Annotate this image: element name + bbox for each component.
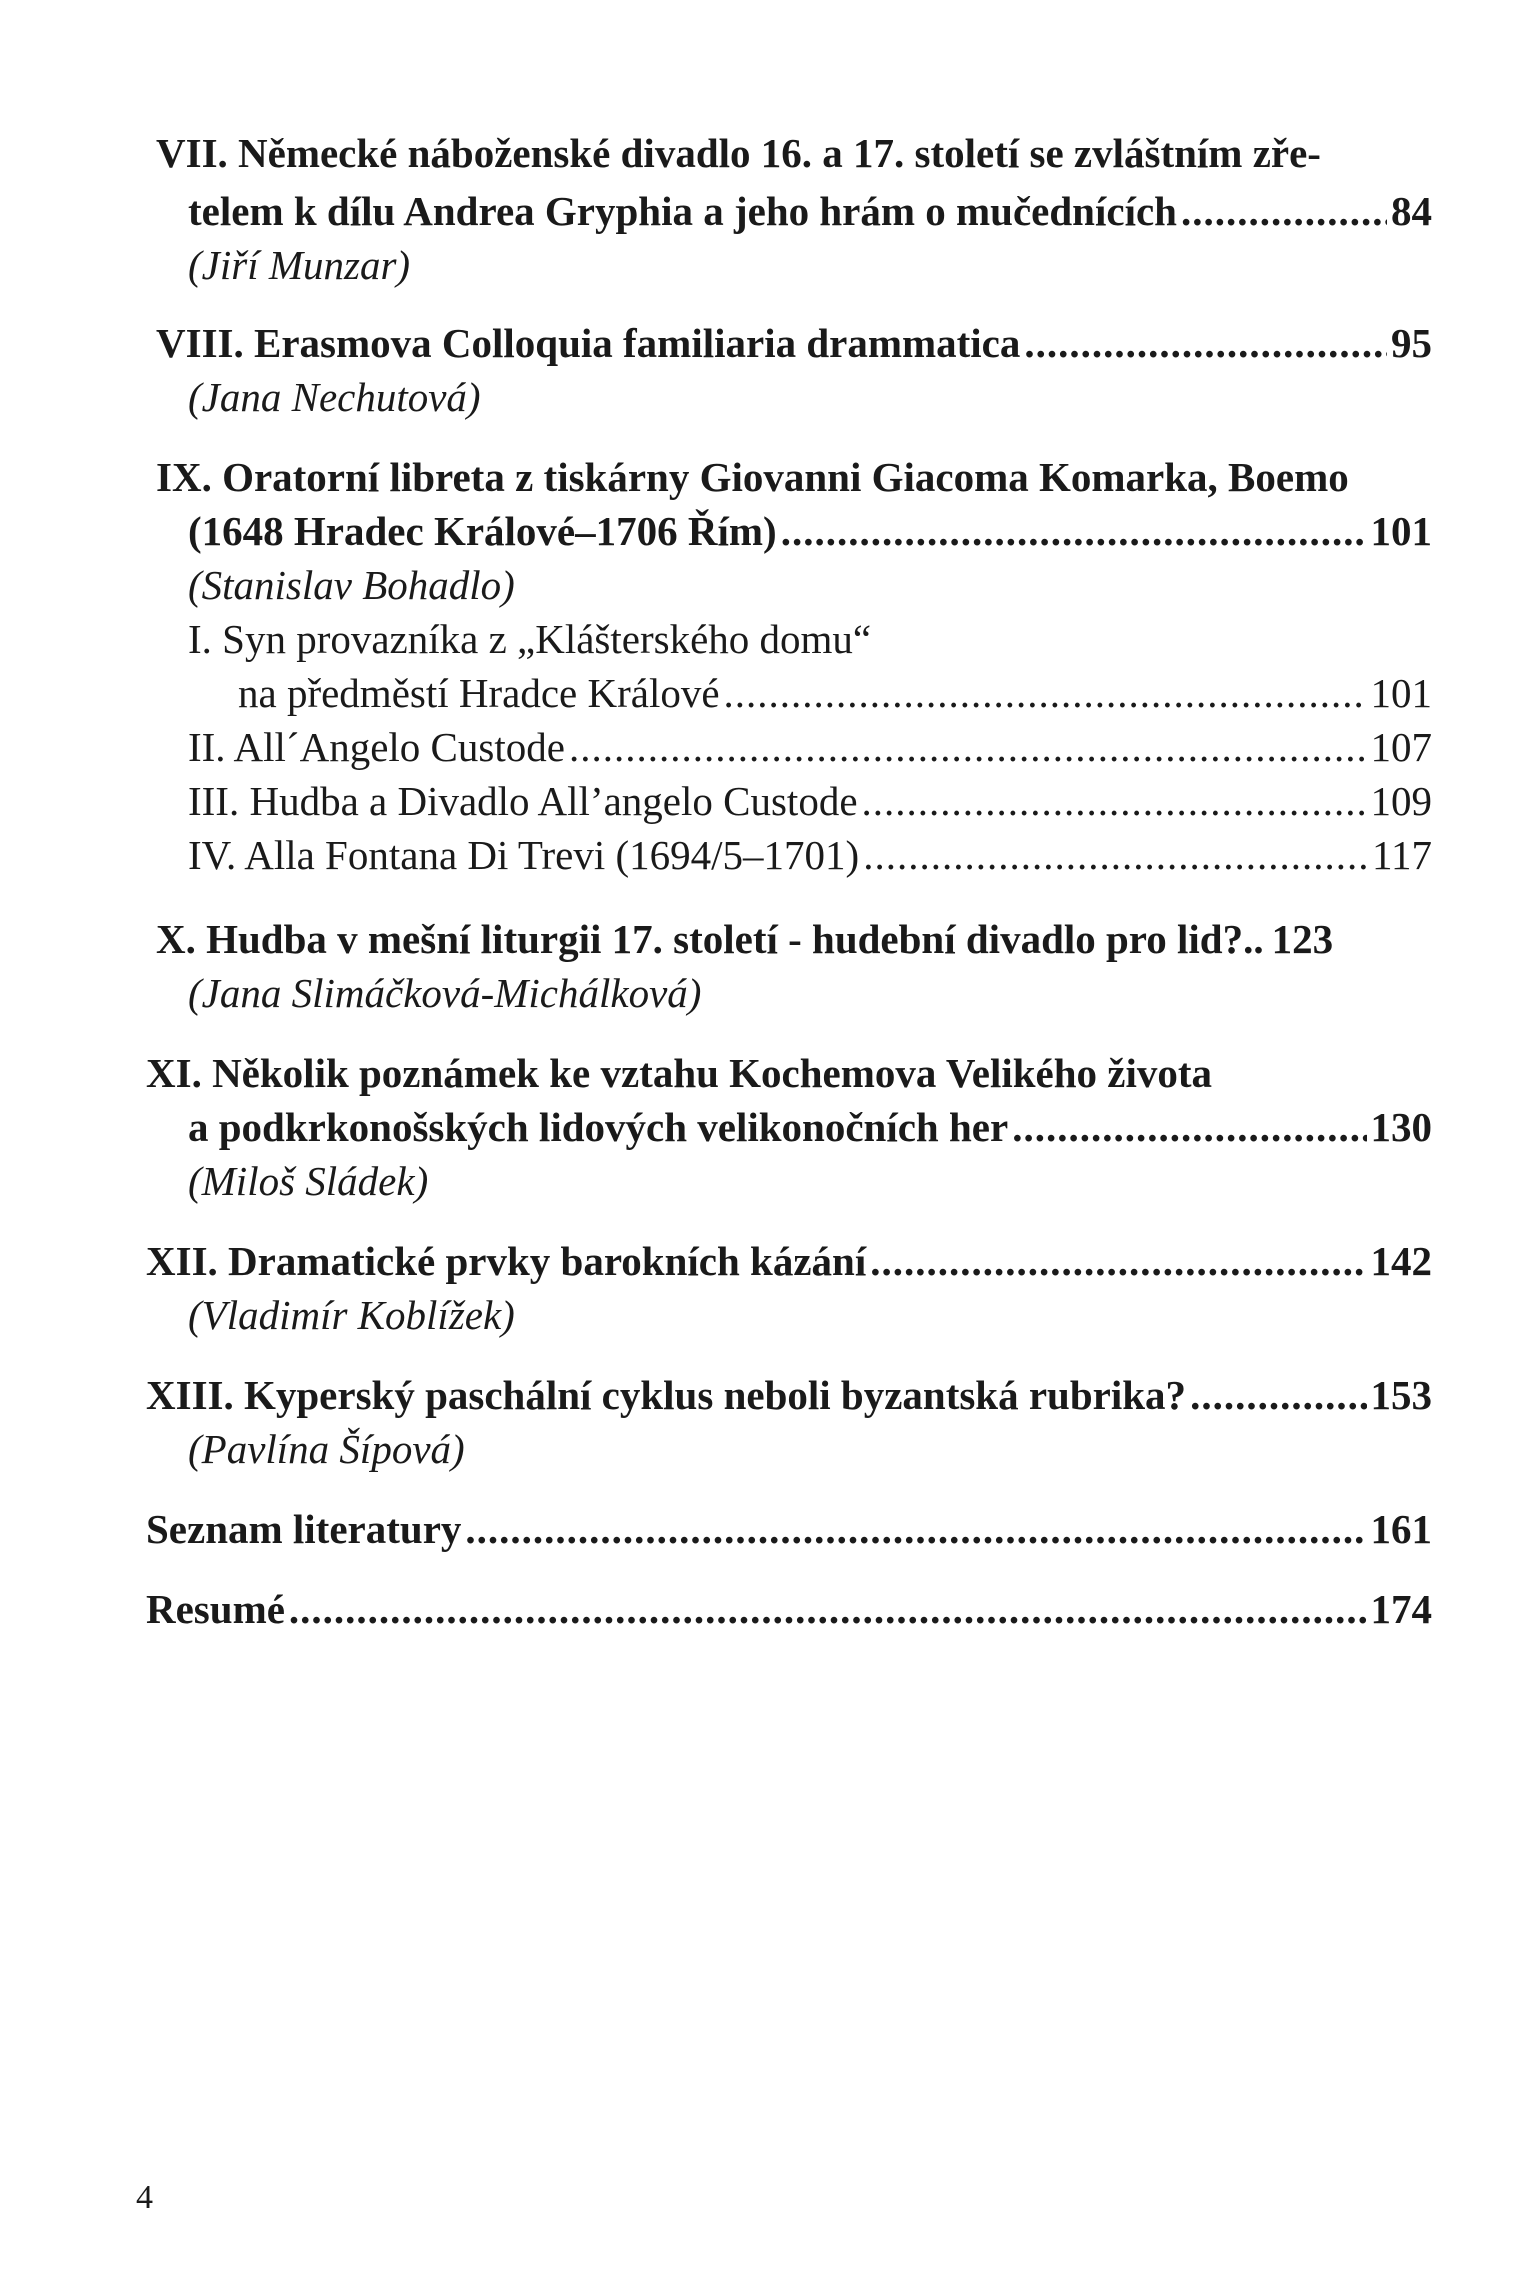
toc-xi-title-line2 bbox=[188, 1102, 1432, 1152]
leader-dots bbox=[1012, 1102, 1366, 1152]
toc-viii-title: VIII. Erasmova Colloquia familiaria drammatica bbox=[156, 320, 1021, 366]
leader-dots bbox=[863, 830, 1368, 880]
toc-ix-sub4-title: IV. Alla Fontana Di Trevi (1694/5–1701) bbox=[188, 832, 860, 878]
toc-ix-sub4 bbox=[188, 830, 1432, 880]
leader-dots bbox=[569, 722, 1367, 772]
leader-dots bbox=[724, 668, 1367, 718]
page-number: 4 bbox=[136, 2179, 153, 2216]
toc-ix-sub2-title: II. All´Angelo Custode bbox=[188, 724, 565, 770]
toc-resume-entry bbox=[146, 1584, 1432, 1634]
toc-literature-entry bbox=[146, 1504, 1432, 1554]
leader-dots bbox=[1190, 1370, 1366, 1420]
toc-xi-title-line1: XI. Několik poznámek ke vztahu Kochemova Velikého života bbox=[146, 1050, 1213, 1096]
toc-ix-author: (Stanislav Bohadlo) bbox=[188, 562, 515, 608]
toc-xiii-author: (Pavlína Šípová) bbox=[188, 1426, 465, 1472]
toc-x-entry bbox=[156, 914, 1432, 964]
leader-dots bbox=[781, 506, 1367, 556]
toc-xii-author: (Vladimír Koblížek) bbox=[188, 1292, 515, 1338]
toc-viii-page: 95 bbox=[1391, 320, 1432, 366]
toc-xii-entry bbox=[146, 1236, 1432, 1286]
toc-ix-title-line2 bbox=[188, 506, 1432, 556]
toc-x-author: (Jana Slimáčková-Michálková) bbox=[188, 970, 702, 1016]
toc-xii-title: XII. Dramatické prvky barokních kázání bbox=[146, 1238, 867, 1284]
toc-viii-entry bbox=[156, 318, 1432, 368]
toc-vii-author: (Jiří Munzar) bbox=[188, 242, 411, 288]
toc-ix-page: 101 bbox=[1370, 508, 1432, 554]
toc-ix-sub1-line2 bbox=[238, 668, 1432, 718]
toc-x-page: 123 bbox=[1271, 916, 1334, 962]
toc-xiii-entry bbox=[146, 1370, 1432, 1420]
toc-ix-sub1-line1: I. Syn provazníka z „Klášterského domu“ bbox=[188, 616, 872, 662]
toc-ix-sub3-page: 109 bbox=[1370, 778, 1432, 824]
toc-xi-title: a podkrkonošských lidových velikonočních her bbox=[188, 1104, 1009, 1150]
toc-vii-title-line2 bbox=[188, 186, 1432, 236]
toc-resume-title: Resumé bbox=[146, 1586, 285, 1632]
leader-dots bbox=[289, 1584, 1367, 1634]
toc-viii-author: (Jana Nechutová) bbox=[188, 374, 481, 420]
toc-resume-page: 174 bbox=[1370, 1586, 1432, 1632]
toc-ix-title: (1648 Hradec Králové–1706 Řím) bbox=[188, 508, 777, 554]
toc-ix-sub1-page: 101 bbox=[1370, 670, 1432, 716]
leader-dots bbox=[870, 1236, 1366, 1286]
toc-ix-sub1-title: na předměstí Hradce Králové bbox=[238, 670, 720, 716]
toc-literature-page: 161 bbox=[1370, 1506, 1432, 1552]
toc-ix-sub4-page: 117 bbox=[1372, 832, 1432, 878]
toc-vii-title: telem k dílu Andrea Gryphia a jeho hrám o mučednících bbox=[188, 188, 1177, 234]
toc-xii-page: 142 bbox=[1370, 1238, 1432, 1284]
toc-vii-page: 84 bbox=[1391, 188, 1432, 234]
toc-ix-sub3 bbox=[188, 776, 1432, 826]
leader-dots bbox=[1181, 186, 1387, 236]
toc-vii-title-line1: VII. Německé náboženské divadlo 16. a 17. století se zvláštním zře- bbox=[156, 130, 1321, 176]
toc-xi-page: 130 bbox=[1370, 1104, 1432, 1150]
toc-literature-title: Seznam literatury bbox=[146, 1506, 462, 1552]
toc-xiii-title: XIII. Kyperský paschální cyklus neboli byzantská rubrika? bbox=[146, 1372, 1187, 1418]
toc-ix-sub3-title: III. Hudba a Divadlo All’angelo Custode bbox=[188, 778, 858, 824]
toc-x-title: X. Hudba v mešní liturgii 17. století - hudební divadlo pro lid?.. bbox=[156, 916, 1264, 962]
toc-ix-title-line1: IX. Oratorní libreta z tiskárny Giovanni Giacoma Komarka, Boemo bbox=[156, 454, 1349, 500]
toc-xi-author: (Miloš Sládek) bbox=[188, 1158, 429, 1204]
toc-ix-sub2-page: 107 bbox=[1370, 724, 1432, 770]
leader-dots bbox=[1024, 318, 1387, 368]
toc-ix-sub2 bbox=[188, 722, 1432, 772]
leader-dots bbox=[862, 776, 1367, 826]
toc-xiii-page: 153 bbox=[1370, 1372, 1432, 1418]
leader-dots bbox=[465, 1504, 1366, 1554]
